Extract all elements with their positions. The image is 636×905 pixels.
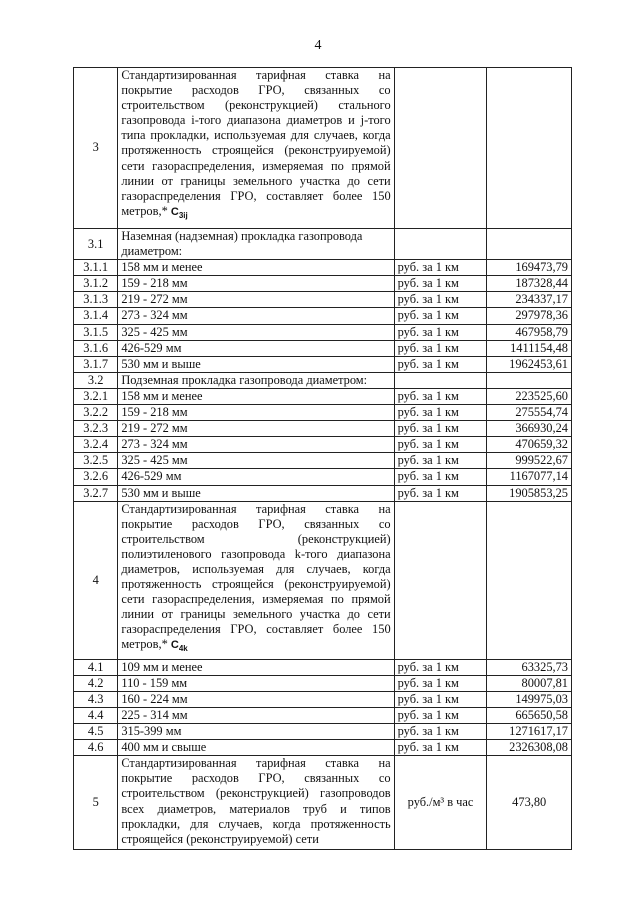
- row-description: 158 мм и менее: [118, 388, 394, 404]
- row-value: 665650,58: [487, 708, 572, 724]
- row-value: 1962453,61: [487, 356, 572, 372]
- section-3-2-value: [487, 372, 572, 388]
- row-number: 3.2.6: [74, 469, 118, 485]
- row-unit: руб. за 1 км: [394, 659, 487, 675]
- row-value: 187328,44: [487, 276, 572, 292]
- row-description: 225 - 314 мм: [118, 708, 394, 724]
- row-number: 4.5: [74, 724, 118, 740]
- row-description: 530 мм и выше: [118, 485, 394, 501]
- row-number: 3.1.1: [74, 260, 118, 276]
- row-unit: руб. за 1 км: [394, 276, 487, 292]
- row-number: 3.2.5: [74, 453, 118, 469]
- row-unit: руб. за 1 км: [394, 388, 487, 404]
- table-row: [74, 659, 572, 675]
- row-value: 467958,79: [487, 324, 572, 340]
- row-number: 4.6: [74, 740, 118, 756]
- section-4-value: [487, 501, 572, 659]
- row-number: 3.1.2: [74, 276, 118, 292]
- row-description: 426-529 мм: [118, 340, 394, 356]
- section-3-number: 3: [74, 68, 118, 229]
- row-unit: руб. за 1 км: [394, 740, 487, 756]
- row-value: 169473,79: [487, 260, 572, 276]
- row-unit: руб. за 1 км: [394, 724, 487, 740]
- section-3-unit: [394, 68, 487, 229]
- row-value: 80007,81: [487, 675, 572, 691]
- table-row: [74, 708, 572, 724]
- row-description: 219 - 272 мм: [118, 292, 394, 308]
- row-number: 4.2: [74, 675, 118, 691]
- row-description: 158 мм и менее: [118, 260, 394, 276]
- row-description: 426-529 мм: [118, 469, 394, 485]
- row-unit: руб. за 1 км: [394, 469, 487, 485]
- section-3-1-number: 3.1: [74, 229, 118, 260]
- section-3-1-value: [487, 229, 572, 260]
- table-row: [74, 453, 572, 469]
- row-value: 297978,36: [487, 308, 572, 324]
- row-description: 530 мм и выше: [118, 356, 394, 372]
- row-value: 1271617,17: [487, 724, 572, 740]
- section-3-text: Стандартизированная тарифная ставка на покрытие расходов ГРО, связанных со строительством (реконструкцией) стального газопровода i-того диапазона диаметров и j-того типа прокладки, используемая для случаев, когда протяженность строящейся (реконструируемой) сети газораспределения, измеряемая по прямой линии от границы земельного участка до сети газораспределения ГРО, составляет более 150 метров,*: [121, 68, 391, 218]
- section-3-2-rows: [74, 388, 572, 501]
- row-number: 3.1.4: [74, 308, 118, 324]
- section-3-symbol: $C_{3ij}$: [170, 205, 188, 221]
- table-row: [74, 356, 572, 372]
- row-number: 4.1: [74, 659, 118, 675]
- row-unit: руб. за 1 км: [394, 260, 487, 276]
- row-unit: руб. за 1 км: [394, 437, 487, 453]
- row-number: 3.2.7: [74, 485, 118, 501]
- section-4-number: 4: [74, 501, 118, 659]
- table-row: [74, 675, 572, 691]
- table-row: [74, 388, 572, 404]
- table-row: [74, 292, 572, 308]
- section-3-description: [118, 68, 394, 229]
- row-value: 1411154,48: [487, 340, 572, 356]
- row-unit: руб. за 1 км: [394, 324, 487, 340]
- section-3-2-number: 3.2: [74, 372, 118, 388]
- row-description: 109 мм и менее: [118, 659, 394, 675]
- table-row: [74, 691, 572, 707]
- row-value: 366930,24: [487, 421, 572, 437]
- section-3-2-unit: [394, 372, 487, 388]
- section-4-row: [74, 501, 572, 659]
- table-row: [74, 405, 572, 421]
- row-description: 400 мм и свыше: [118, 740, 394, 756]
- row-unit: руб. за 1 км: [394, 675, 487, 691]
- row-value: 223525,60: [487, 388, 572, 404]
- table-row: [74, 340, 572, 356]
- section-4-unit: [394, 501, 487, 659]
- row-value: 2326308,08: [487, 740, 572, 756]
- row-value: 470659,32: [487, 437, 572, 453]
- section-4-symbol: $C_{4k}$: [170, 639, 188, 654]
- row-unit: руб. за 1 км: [394, 708, 487, 724]
- row-number: 3.1.7: [74, 356, 118, 372]
- row-description: 159 - 218 мм: [118, 276, 394, 292]
- table-row: [74, 324, 572, 340]
- row-unit: руб. за 1 км: [394, 485, 487, 501]
- section-3-row: [74, 68, 572, 229]
- row-value: 1905853,25: [487, 485, 572, 501]
- row-value: 63325,73: [487, 659, 572, 675]
- section-5-row: [74, 756, 572, 850]
- table-row: [74, 308, 572, 324]
- section-5-unit: руб./м³ в час: [394, 756, 487, 850]
- row-number: 3.1.5: [74, 324, 118, 340]
- row-unit: руб. за 1 км: [394, 453, 487, 469]
- row-description: 160 - 224 мм: [118, 691, 394, 707]
- row-number: 3.2.3: [74, 421, 118, 437]
- table-row: [74, 276, 572, 292]
- section-3-1-description: Наземная (надземная) прокладка газопровода диаметром:: [118, 229, 394, 260]
- row-description: 325 - 425 мм: [118, 324, 394, 340]
- row-unit: руб. за 1 км: [394, 405, 487, 421]
- page-number: 4: [314, 38, 322, 53]
- row-description: 219 - 272 мм: [118, 421, 394, 437]
- row-number: 3.2.1: [74, 388, 118, 404]
- section-4-text: Стандартизированная тарифная ставка на покрытие расходов ГРО, связанных со строительством (реконструкцией) полиэтиленового газопровода k-того диапазона диаметров, используемая для случаев, когда протяженность строящейся (реконструируемой) сети газораспределения, измеряемая по прямой линии от границы земельного участка до сети газораспределения ГРО, составляет более 150 метров,*: [121, 501, 391, 652]
- row-unit: руб. за 1 км: [394, 292, 487, 308]
- section-3-2-description: Подземная прокладка газопровода диаметром:: [118, 372, 394, 388]
- row-value: 1167077,14: [487, 469, 572, 485]
- section-3-1-row: [74, 229, 572, 260]
- row-value: 149975,03: [487, 691, 572, 707]
- row-description: 110 - 159 мм: [118, 675, 394, 691]
- row-number: 4.4: [74, 708, 118, 724]
- row-description: 273 - 324 мм: [118, 437, 394, 453]
- section-3-2-row: [74, 372, 572, 388]
- section-3-value: [487, 68, 572, 229]
- row-value: 234337,17: [487, 292, 572, 308]
- section-5-value: 473,80: [487, 756, 572, 850]
- row-description: 315-399 мм: [118, 724, 394, 740]
- table-row: [74, 421, 572, 437]
- row-description: 159 - 218 мм: [118, 405, 394, 421]
- row-unit: руб. за 1 км: [394, 356, 487, 372]
- table-row: [74, 469, 572, 485]
- table-row: [74, 724, 572, 740]
- row-number: 3.2.2: [74, 405, 118, 421]
- row-unit: руб. за 1 км: [394, 691, 487, 707]
- section-4-description: [118, 501, 394, 659]
- row-value: 275554,74: [487, 405, 572, 421]
- section-5-number: 5: [74, 756, 118, 850]
- table-row: [74, 485, 572, 501]
- tariff-table: [73, 67, 572, 850]
- section-4-rows: [74, 659, 572, 756]
- section-5-description: Стандартизированная тарифная ставка на покрытие расходов ГРО, связанных со строительством (реконструкцией) газопроводов всех диаметров, материалов труб и типов прокладки, для случаев, когда протяженность строящейся (реконструируемой) сети: [118, 756, 394, 850]
- row-unit: руб. за 1 км: [394, 308, 487, 324]
- row-unit: руб. за 1 км: [394, 340, 487, 356]
- row-number: 3.1.3: [74, 292, 118, 308]
- row-number: 4.3: [74, 691, 118, 707]
- row-number: 3.1.6: [74, 340, 118, 356]
- section-3-1-unit: [394, 229, 487, 260]
- table-row: [74, 437, 572, 453]
- row-unit: руб. за 1 км: [394, 421, 487, 437]
- table-row: [74, 260, 572, 276]
- section-3-1-rows: [74, 260, 572, 373]
- row-value: 999522,67: [487, 453, 572, 469]
- row-description: 273 - 324 мм: [118, 308, 394, 324]
- table-row: [74, 740, 572, 756]
- row-number: 3.2.4: [74, 437, 118, 453]
- row-description: 325 - 425 мм: [118, 453, 394, 469]
